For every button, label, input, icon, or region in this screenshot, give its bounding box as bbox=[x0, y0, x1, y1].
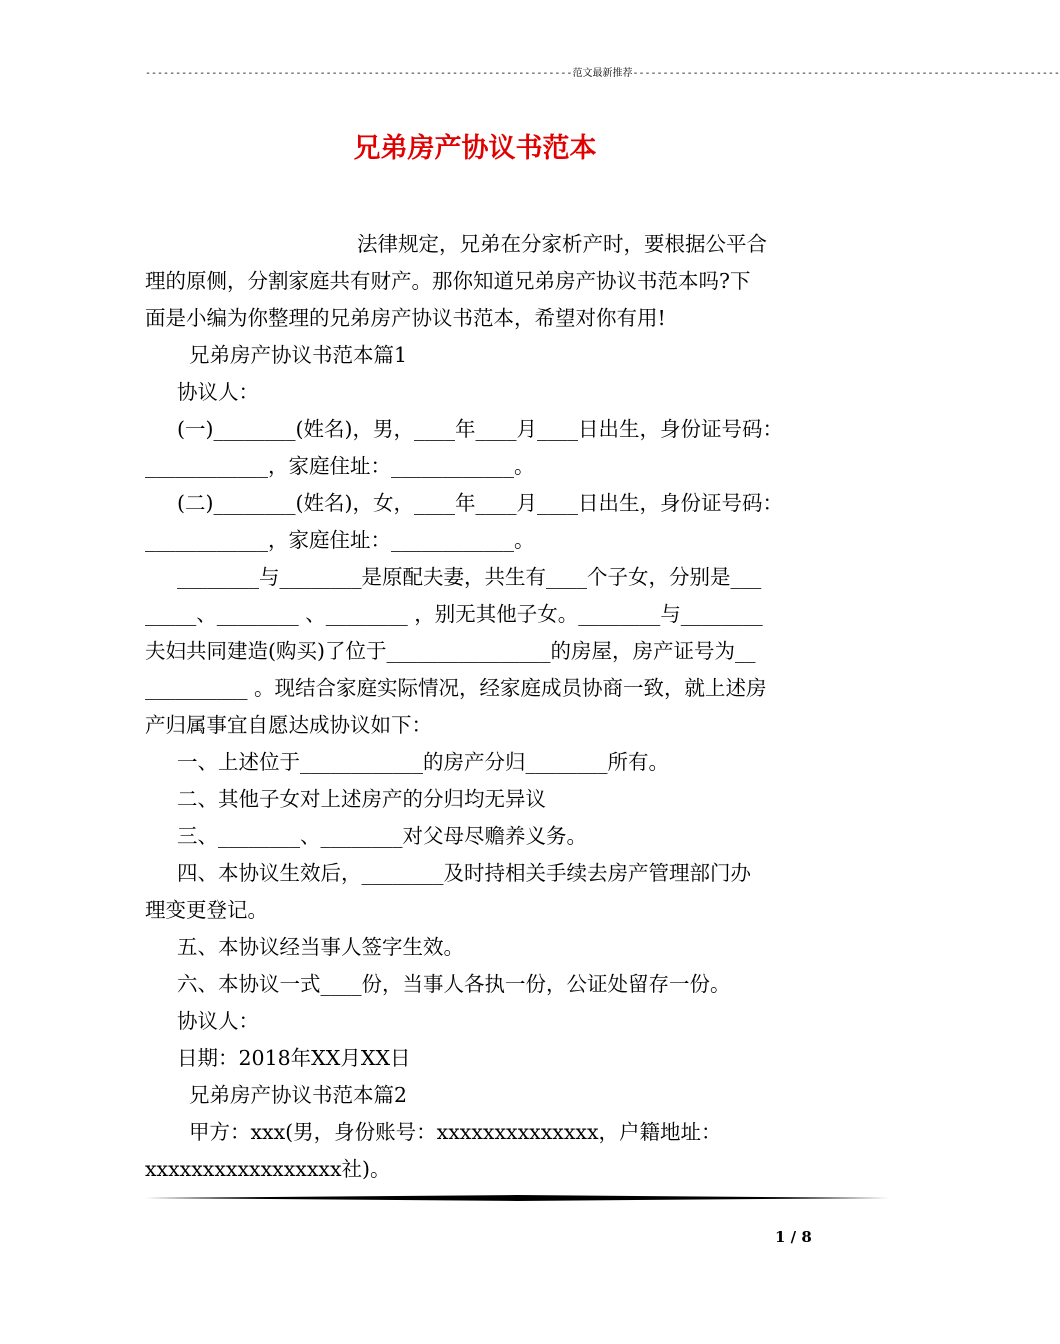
paragraph-line: 六、本协议一式____份，当事人各执一份，公证处留存一份。 bbox=[177, 972, 731, 996]
paragraph-line: 面是小编为你整理的兄弟房产协议书范本，希望对你有用! bbox=[145, 306, 666, 330]
paragraph-line: 三、________、________对父母尽赡养义务。 bbox=[177, 824, 587, 848]
paragraph-line: ____________，家庭住址：____________。 bbox=[145, 454, 535, 478]
paragraph-line: ____________，家庭住址：____________。 bbox=[145, 528, 535, 552]
footer-divider bbox=[145, 1195, 889, 1201]
paragraph-line: 产归属事宜自愿达成协议如下： bbox=[145, 713, 432, 737]
section-heading: 兄弟房产协议书范本篇1 bbox=[189, 343, 408, 367]
section-heading: 兄弟房产协议书范本篇2 bbox=[189, 1083, 408, 1107]
paragraph-line: 日期：2018年XX月XX日 bbox=[177, 1046, 411, 1070]
paragraph-line: 五、本协议经当事人签字生效。 bbox=[177, 935, 464, 959]
paragraph-line: __________ 。现结合家庭实际情况，经家庭成员协商一致，就上述房 bbox=[145, 676, 767, 700]
paragraph-line: (一)________(姓名)，男，____年____月____日出生，身份证号码： bbox=[177, 417, 783, 441]
paragraph-line: 法律规定，兄弟在分家析产时，要根据公平合 bbox=[357, 232, 767, 256]
document-title: 兄弟房产协议书范本 bbox=[353, 133, 597, 164]
page-number: 1 / 8 bbox=[775, 1228, 812, 1246]
header-banner: -----------------------------------------------------------------------范文最新推荐----------------------------------------------------------------------- bbox=[145, 68, 1060, 79]
paragraph-line: ________与________是原配夫妻，共生有____个子女，分别是___ bbox=[177, 565, 762, 589]
paragraph-line: 协议人： bbox=[177, 380, 259, 404]
paragraph-line: 协议人： bbox=[177, 1009, 259, 1033]
paragraph-line: 二、其他子女对上述房产的分归均无异议 bbox=[177, 787, 546, 811]
paragraph-line: 甲方：xxx(男，身份账号：xxxxxxxxxxxxxx，户籍地址： bbox=[189, 1120, 722, 1144]
paragraph-line: 理的原侧，分割家庭共有财产。那你知道兄弟房产协议书范本吗?下 bbox=[145, 269, 751, 293]
paragraph-line: _____、________ 、________ ，别无其他子女。________与________ bbox=[145, 602, 763, 626]
paragraph-line: 一、上述位于____________的房产分归________所有。 bbox=[177, 750, 669, 774]
paragraph-line: (二)________(姓名)，女，____年____月____日出生，身份证号码： bbox=[177, 491, 783, 515]
paragraph-line: 理变更登记。 bbox=[145, 898, 268, 922]
document-body bbox=[145, 226, 807, 1188]
paragraph-line: 四、本协议生效后，________及时持相关手续去房产管理部门办 bbox=[177, 861, 751, 885]
paragraph-line: xxxxxxxxxxxxxxxxx社)。 bbox=[145, 1157, 391, 1181]
paragraph-line: 夫妇共同建造(购买)了位于________________的房屋，房产证号为__ bbox=[145, 639, 756, 663]
